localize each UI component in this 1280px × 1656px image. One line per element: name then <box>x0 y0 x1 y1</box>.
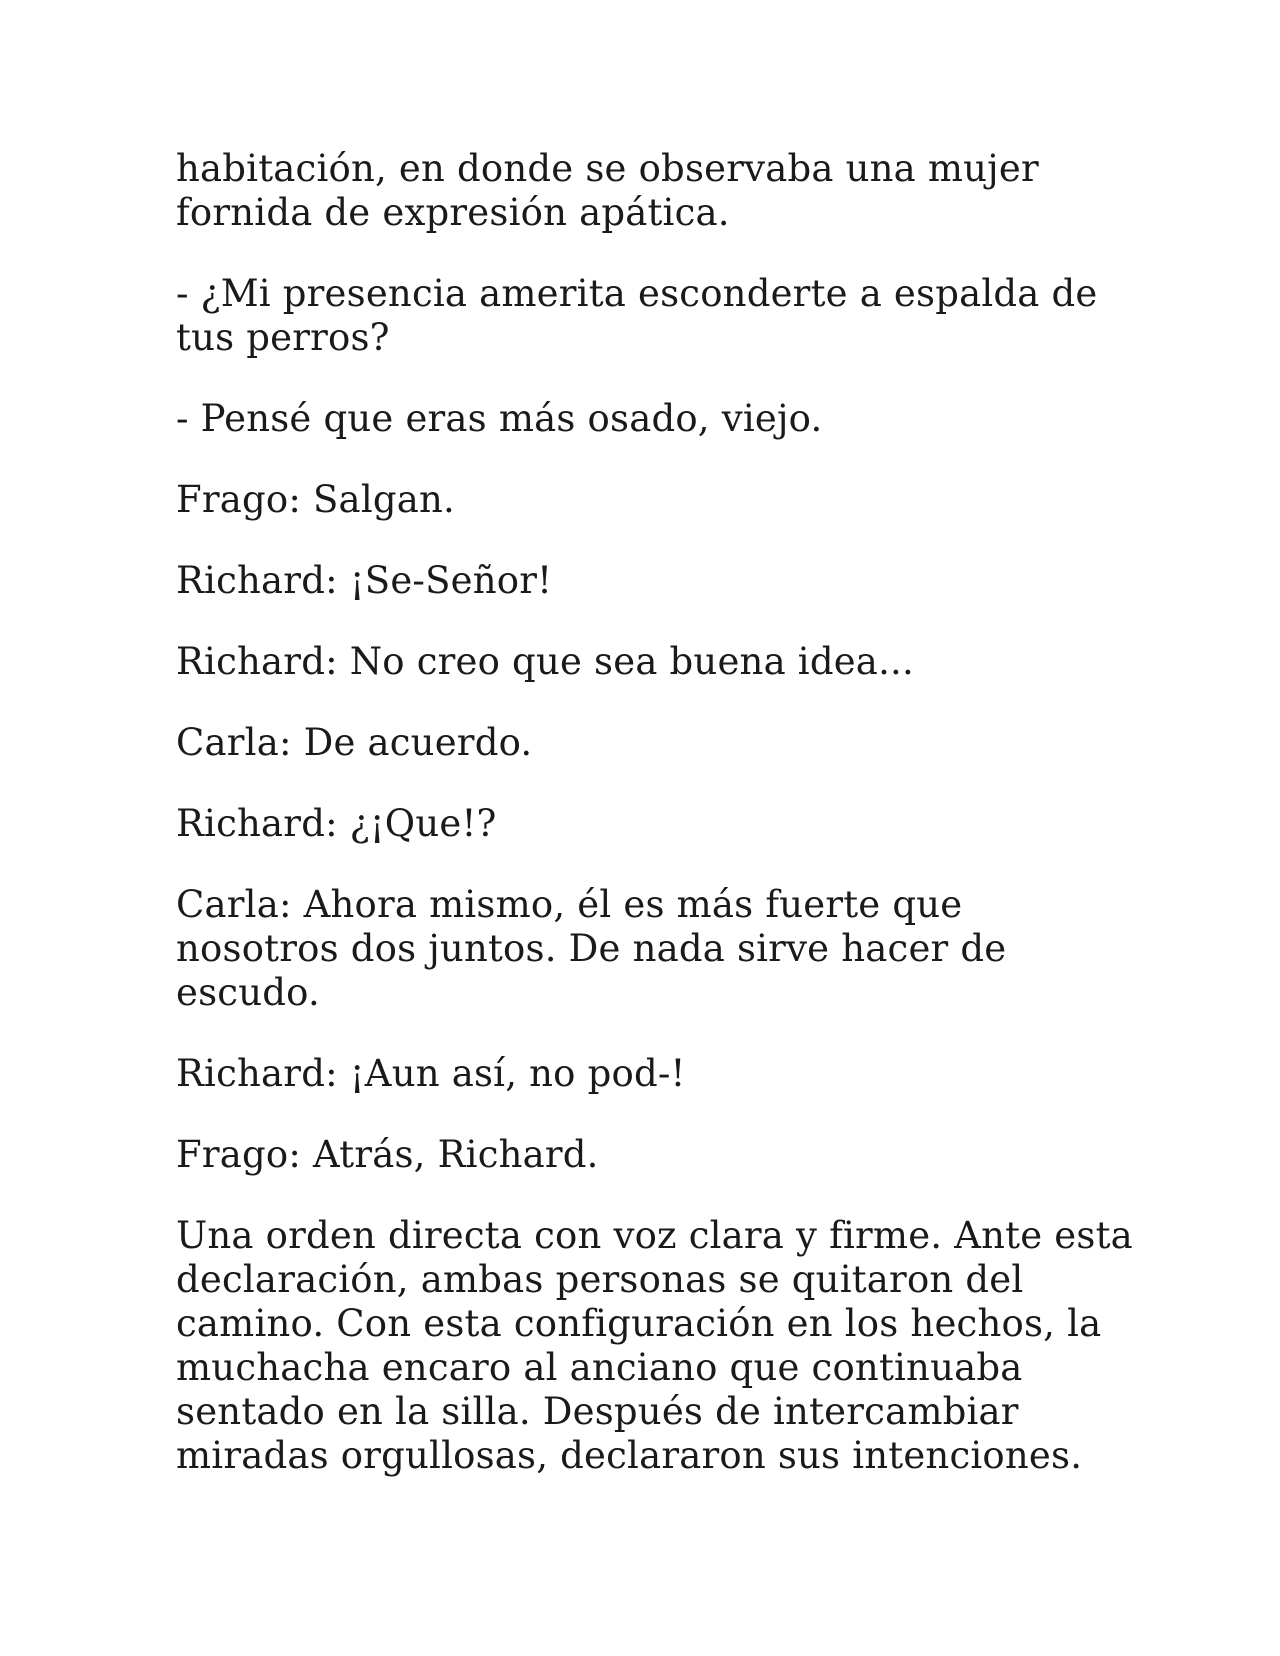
text-line: Richard: ¿¡Que!? <box>176 802 497 845</box>
paragraph-9 <box>176 883 1116 1015</box>
text-line: escudo. <box>176 971 320 1014</box>
paragraph-7 <box>176 721 1116 765</box>
text-line: fornida de expresión apática. <box>176 191 730 234</box>
paragraph-4 <box>176 478 1116 522</box>
document-page <box>176 147 1133 1515</box>
text-line: miradas orgullosas, declararon sus intenciones. <box>176 1434 1083 1477</box>
paragraph-12 <box>176 1214 1133 1478</box>
text-line: - ¿Mi presencia amerita esconderte a espalda de <box>176 272 1098 315</box>
text-line: Una orden directa con voz clara y firme. Ante esta <box>176 1214 1133 1257</box>
paragraph-2 <box>176 272 1116 360</box>
paragraph-3 <box>176 397 1116 441</box>
paragraph-1 <box>176 147 1116 235</box>
paragraph-11 <box>176 1133 1116 1177</box>
text-line: sentado en la silla. Después de intercambiar <box>176 1390 1019 1433</box>
text-line: Richard: ¡Se-Señor! <box>176 559 553 602</box>
text-line: Frago: Atrás, Richard. <box>176 1133 599 1176</box>
text-line: Frago: Salgan. <box>176 478 455 521</box>
text-line: Carla: Ahora mismo, él es más fuerte que <box>176 883 963 926</box>
text-line: tus perros? <box>176 316 390 359</box>
text-line: declaración, ambas personas se quitaron del <box>176 1258 1024 1301</box>
text-line: Carla: De acuerdo. <box>176 721 533 764</box>
text-line: Richard: No creo que sea buena idea... <box>176 640 914 683</box>
text-line: muchacha encaro al anciano que continuaba <box>176 1346 1023 1389</box>
paragraph-5 <box>176 559 1116 603</box>
text-line: nosotros dos juntos. De nada sirve hacer de <box>176 927 1007 970</box>
text-line: - Pensé que eras más osado, viejo. <box>176 397 823 440</box>
text-line: habitación, en donde se observaba una mujer <box>176 147 1039 190</box>
text-line: camino. Con esta configuración en los hechos, la <box>176 1302 1102 1345</box>
text-line: Richard: ¡Aun así, no pod-! <box>176 1052 686 1095</box>
paragraph-6 <box>176 640 1116 684</box>
paragraph-8 <box>176 802 1116 846</box>
paragraph-10 <box>176 1052 1116 1096</box>
